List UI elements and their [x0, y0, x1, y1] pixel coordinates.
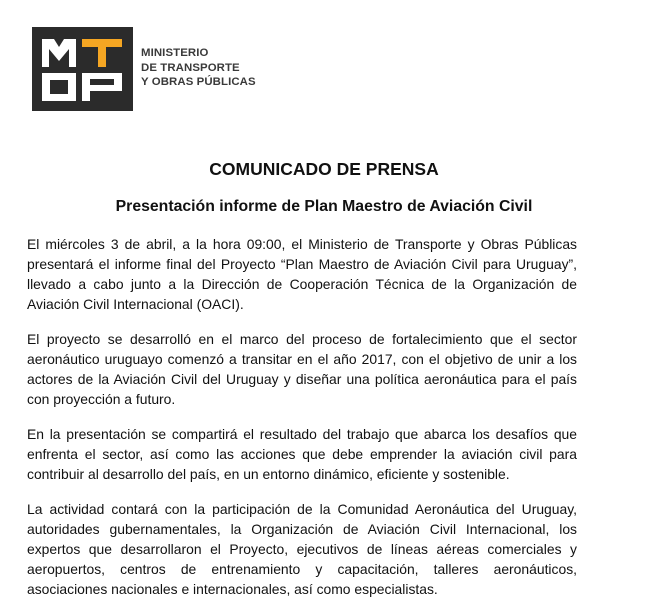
press-release-subtitle: Presentación informe de Plan Maestro de Aviación Civil	[115, 198, 533, 215]
paragraph-2: El proyecto se desarrolló en el marco del proceso de fortalecimiento que el sector aeronáutico uruguayo comenzó a transitar en el año 2017, con el objetivo de unir a los actores de la Aviación Civil del Uruguay y diseñar una política aeronáutica para el país con proyección a futuro.	[27, 331, 577, 407]
press-release-body	[27, 234, 577, 614]
ministry-name	[141, 46, 256, 90]
paragraph-4: La actividad contará con la participación de la Comunidad Aeronáutica del Uruguay, autoridades gubernamentales, la Organización de Aviación Civil Internacional, los expertos que desarrollaron el Proyecto, ejecutivos de líneas aéreas comerciales y aeropuertos, centros de entrenamiento y capacitación, talleres aeronáuticos, asociaciones nacionales e internacionales, así como especialistas.	[27, 501, 577, 597]
mtop-logo-icon	[32, 27, 133, 111]
press-release-title: COMUNICADO DE PRENSA	[209, 159, 439, 179]
ministry-name-line-3: Y OBRAS PÚBLICAS	[141, 76, 256, 88]
paragraph-1: El miércoles 3 de abril, a la hora 09:00, el Ministerio de Transporte y Obras Públicas presentará el informe final del Proyecto “Plan Maestro de Aviación Civil para Uruguay”, llevado a cabo junto a la Dirección de Cooperación Técnica de la Organización de Aviación Civil Internacional (OACI).	[27, 236, 577, 312]
ministry-name-line-1: MINISTERIO	[141, 47, 209, 59]
ministry-name-line-2: DE TRANSPORTE	[141, 61, 240, 74]
mtop-logo	[32, 27, 133, 111]
paragraph-3: En la presentación se compartirá el resultado del trabajo que abarca los desafíos que enfrenta el sector, así como las acciones que debe emprender la aviación civil para contribuir al desarrollo del país, en un entorno dinámico, eficiente y sostenible.	[27, 426, 577, 482]
